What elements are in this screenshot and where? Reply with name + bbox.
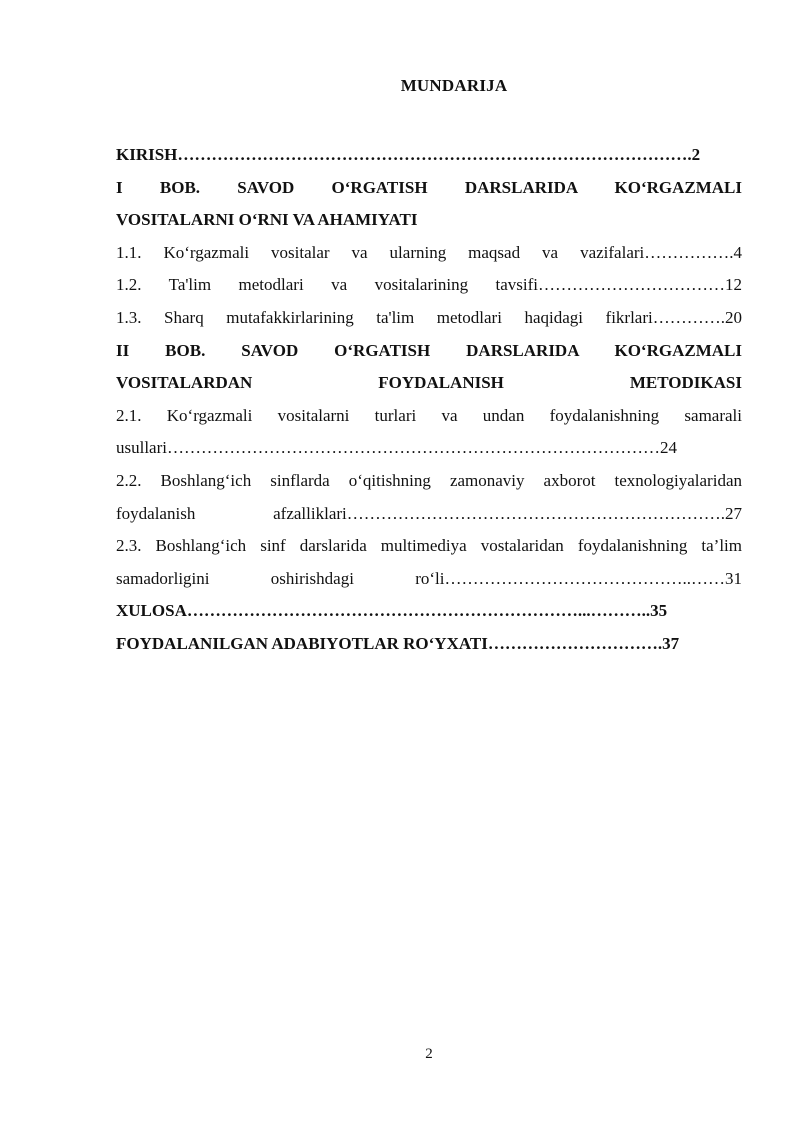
toc-entry-2-3-line-1: 2.3. Boshlang‘ich sinf darslarida multimediya vostalaridan foydalanishning ta’lim [116,536,742,556]
toc-entry-xulosa: XULOSA……………………………………………………………...………..35 [116,601,668,621]
toc-entry-1-3: 1.3. Sharq mutafakkirlarining ta'lim metodlari haqidagi fikrlari………….20 [116,307,742,327]
toc-entry-2-2-line-1: 2.2. Boshlang‘ich sinflarda o‘qitishning zamonaviy axborot texnologiyalaridan [116,470,742,490]
toc-entry-kirish: KIRISH……………………………………………………………………………….2 [116,145,701,164]
toc-entry-2-3-line-2: samadorligini oshirishdagi ro‘li……………………………………..……31 [116,568,742,588]
page-number: 2 [425,1046,433,1062]
document-title: MUNDARIJA [400,76,508,95]
toc-entry-2-2-line-2: foydalanish afzalliklari………………………………………………………….27 [116,503,742,523]
toc-entry-1-1: 1.1. Ko‘rgazmali vositalar va ularning maqsad va vazifalari…………….4 [116,242,742,262]
toc-entry-2-1-line-2: usullari……………………………………………………………………………24 [116,438,677,458]
table-of-contents [116,139,742,661]
toc-entry-2-1-line-1: 2.1. Ko‘rgazmali vositalarni turlari va undan foydalanishning samarali [116,405,742,425]
toc-chapter-2-title-line-2: VOSITALARDAN FOYDALANISH METODIKASI [116,373,742,393]
toc-entry-adabiyotlar: FOYDALANILGAN ADABIYOTLAR RO‘YXATI………………………….37 [116,633,680,653]
toc-chapter-1-title-line-1: I BOB. SAVOD O‘RGATISH DARSLARIDA KO‘RGAZMALI [116,177,742,197]
toc-entry-1-2: 1.2. Ta'lim metodlari va vositalarining tavsifi……………………………12 [116,275,742,295]
toc-chapter-1-title-line-2: VOSITALARNI O‘RNI VA AHAMIYATI [116,210,418,230]
toc-chapter-2-title-line-1: II BOB. SAVOD O‘RGATISH DARSLARIDA KO‘RGAZMALI [116,340,742,360]
